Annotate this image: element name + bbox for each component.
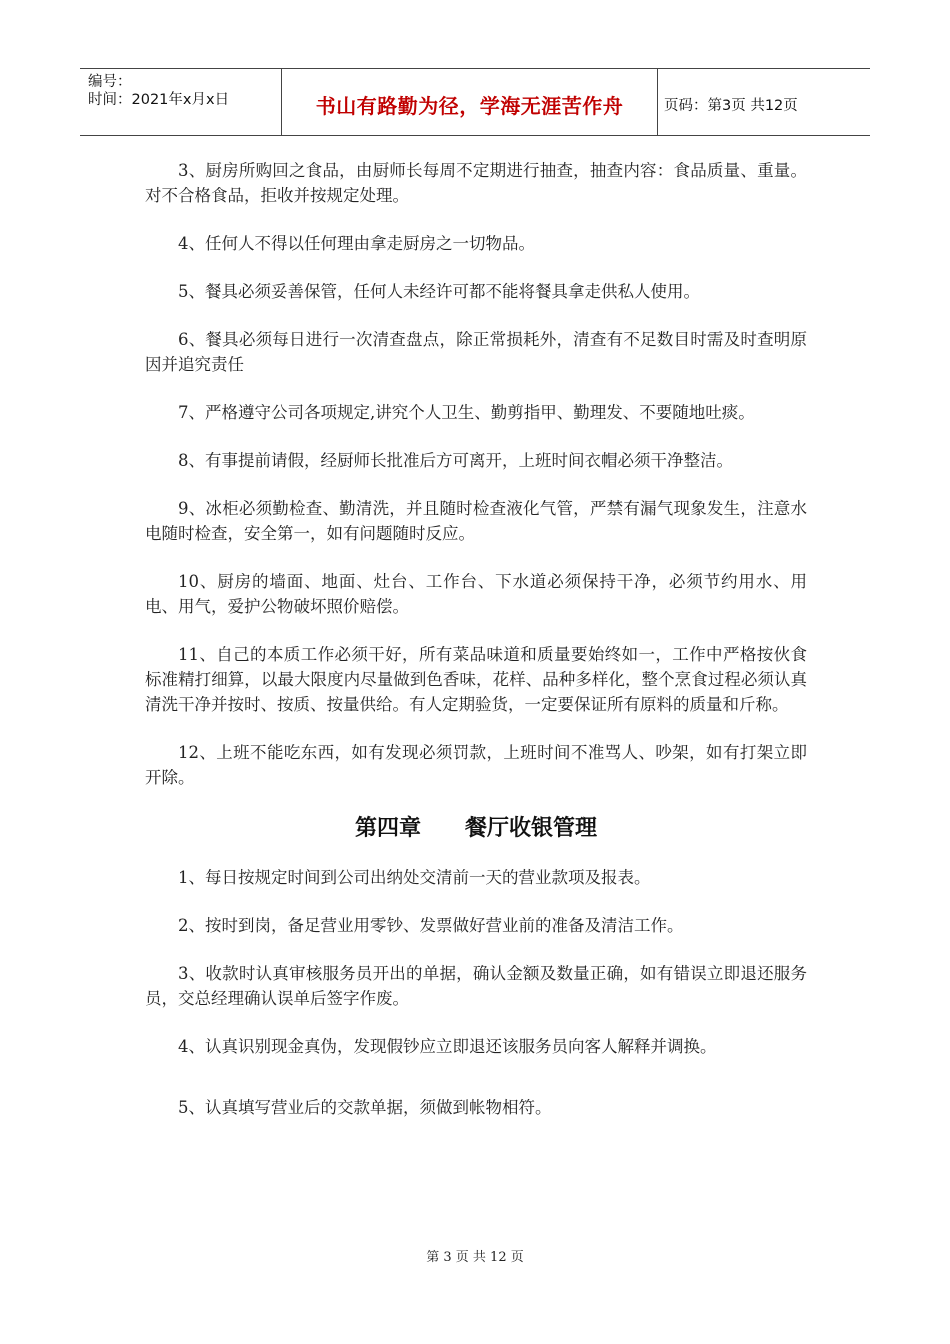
document-body [145,158,807,1143]
cashier-rule-4: 4、认真识别现金真伪，发现假钞应立即退还该服务员向客人解释并调换。 [178,1037,717,1056]
header-date-label: 时间：2021年x月x日 [88,92,230,108]
header-meta [80,69,282,135]
paragraph-10: 10、厨房的墙面、地面、灶台、工作台、下水道必须保持干净，必须节约用水、用电、用气，爱护公物破坏照价赔偿。 [145,572,807,616]
header-motto: 书山有路勤为径，学海无涯苦作舟 [282,69,658,135]
paragraph-5: 5、餐具必须妥善保管，任何人未经许可都不能将餐具拿走供私人使用。 [178,282,700,301]
header-page-info: 页码：第3页 共12页 [664,97,798,114]
paragraph-4: 4、任何人不得以任何理由拿走厨房之一切物品。 [178,234,535,253]
paragraph-8: 8、有事提前请假，经厨师长批准后方可离开，上班时间衣帽必须干净整洁。 [178,451,733,470]
cashier-rule-2: 2、按时到岗，备足营业用零钞、发票做好营业前的准备及清洁工作。 [178,916,684,935]
paragraph-3: 3、厨房所购回之食品，由厨师长每周不定期进行抽查，抽查内容：食品质量、重量。对不合格食品，拒收并按规定处理。 [145,161,807,205]
page-footer: 第 3 页 共 12 页 [426,1250,524,1265]
paragraph-7: 7、严格遵守公司各项规定,讲究个人卫生、勤剪指甲、勤理发、不要随地吐痰。 [178,403,755,422]
paragraph-6: 6、餐具必须每日进行一次清查盘点，除正常损耗外，清查有不足数目时需及时查明原因并追究责任 [145,330,807,374]
paragraph-12: 12、上班不能吃东西，如有发现必须罚款，上班时间不准骂人、吵架，如有打架立即开除。 [145,743,807,787]
document-header [80,68,870,136]
chapter-title: 第四章 餐厅收银管理 [354,815,597,841]
paragraph-9: 9、冰柜必须勤检查、勤清洗，并且随时检查液化气管，严禁有漏气现象发生，注意水电随时检查，安全第一，如有问题随时反应。 [145,499,807,543]
cashier-rule-3: 3、收款时认真审核服务员开出的单据，确认金额及数量正确，如有错误立即退还服务员，交总经理确认误单后签字作废。 [145,964,807,1008]
paragraph-11: 11、自己的本质工作必须干好，所有菜品味道和质量要始终如一，工作中严格按伙食标准精打细算，以最大限度内尽量做到色香味，花样、品种多样化，整个烹食过程必须认真清洗干净并按时、按质、按量供给。有人定期验货，一定要保证所有原料的质量和斤称。 [145,645,807,714]
header-number-label: 编号： [88,74,132,90]
cashier-rule-1: 1、每日按规定时间到公司出纳处交清前一天的营业款项及报表。 [178,868,651,887]
cashier-rule-5: 5、认真填写营业后的交款单据，须做到帐物相符。 [178,1098,552,1117]
